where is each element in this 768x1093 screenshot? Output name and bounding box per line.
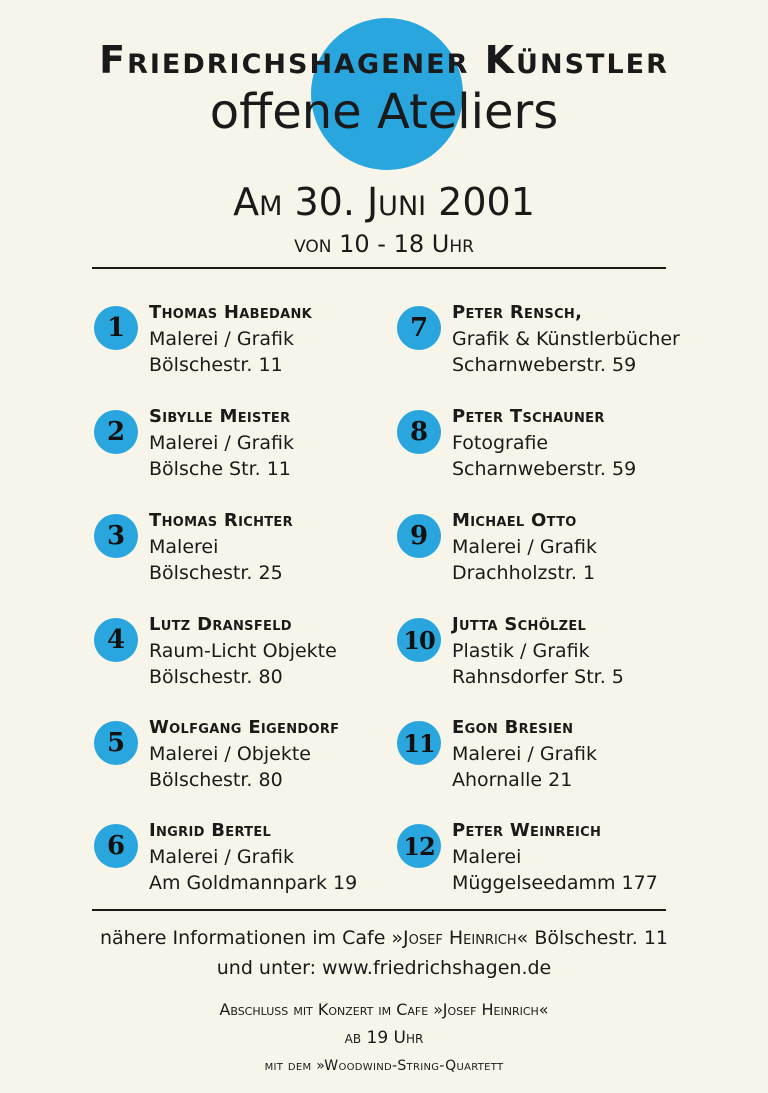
number-badge: 12 xyxy=(397,824,441,868)
artist-address: Scharnweberstr. 59 xyxy=(452,354,637,376)
website-line: und unter: www.friedrichshagen.de xyxy=(216,957,552,979)
artist-medium: Malerei xyxy=(149,536,219,558)
artist-address: Ahornalle 21 xyxy=(452,769,573,791)
artist-medium: Malerei / Grafik xyxy=(149,328,294,350)
artist-medium: Malerei xyxy=(452,846,522,868)
event-date: Am 30. Juni 2001 xyxy=(233,180,535,224)
number-badge: 4 xyxy=(94,618,138,662)
artist-address: Bölschestr. 80 xyxy=(149,769,283,791)
artist-medium: Malerei / Grafik xyxy=(149,846,294,868)
artist-medium: Grafik & Künstlerbücher xyxy=(452,328,680,350)
artist-address: Bölschestr. 25 xyxy=(149,562,283,584)
info-suffix: « Bölschestr. 11 xyxy=(516,927,669,949)
number-badge: 5 xyxy=(94,721,138,765)
artist-address: Bölschestr. 80 xyxy=(149,666,283,688)
artist-name: Thomas Habedank xyxy=(149,302,313,323)
artist-address: Bölsche Str. 11 xyxy=(149,458,291,480)
artist-address: Rahnsdorfer Str. 5 xyxy=(452,666,624,688)
artist-name: Thomas Richter xyxy=(149,510,293,531)
number-badge: 3 xyxy=(94,514,138,558)
artist-name: Ingrid Bertel xyxy=(149,820,272,841)
artist-name: Lutz Dransfeld xyxy=(149,614,292,635)
number-badge: 11 xyxy=(397,721,441,765)
artist-address: Müggelseedamm 177 xyxy=(452,872,658,894)
flyer-subtitle: offene Ateliers xyxy=(209,84,559,140)
number-badge: 10 xyxy=(397,618,441,662)
event-time: von 10 - 18 Uhr xyxy=(294,230,474,258)
artist-name: Michael Otto xyxy=(452,510,577,531)
artist-name: Peter Weinreich xyxy=(452,820,602,841)
artist-name: Jutta Schölzel xyxy=(452,614,587,635)
artist-medium: Malerei / Grafik xyxy=(149,432,294,454)
info-cafe-name: Josef Heinrich xyxy=(403,927,517,949)
artist-medium: Raum-Licht Objekte xyxy=(149,640,337,662)
artist-medium: Malerei / Grafik xyxy=(452,536,597,558)
artist-name: Peter Rensch, xyxy=(452,302,583,323)
artist-medium: Fotografie xyxy=(452,432,549,454)
band-line: mit dem »Woodwind-String-Quartett xyxy=(264,1058,504,1074)
flyer-title: Friedrichshagener Künstler xyxy=(99,38,669,82)
artist-name: Wolfgang Eigendorf xyxy=(149,717,340,738)
artist-address: Am Goldmannpark 19 xyxy=(149,872,358,894)
number-badge: 2 xyxy=(94,410,138,454)
divider-top xyxy=(92,267,666,269)
artist-medium: Malerei / Objekte xyxy=(149,743,311,765)
divider-bottom xyxy=(92,909,666,911)
number-badge: 1 xyxy=(94,306,138,350)
number-badge: 6 xyxy=(94,824,138,868)
artist-name: Sibylle Meister xyxy=(149,406,291,427)
artist-name: Egon Bresien xyxy=(452,717,574,738)
artist-medium: Malerei / Grafik xyxy=(452,743,597,765)
artist-address: Drachholzstr. 1 xyxy=(452,562,596,584)
number-badge: 8 xyxy=(397,410,441,454)
closing-time-line: ab 19 Uhr xyxy=(344,1028,424,1048)
artist-medium: Plastik / Grafik xyxy=(452,640,590,662)
info-prefix: nähere Informationen im Cafe » xyxy=(99,927,404,949)
number-badge: 9 xyxy=(397,514,441,558)
artist-address: Bölschestr. 11 xyxy=(149,354,283,376)
artist-name: Peter Tschauner xyxy=(452,406,605,427)
closing-concert-line: Abschluss mit Konzert im Cafe »Josef Heinrich« xyxy=(219,1000,549,1019)
artist-address: Scharnweberstr. 59 xyxy=(452,458,637,480)
info-line xyxy=(0,927,768,949)
number-badge: 7 xyxy=(397,306,441,350)
